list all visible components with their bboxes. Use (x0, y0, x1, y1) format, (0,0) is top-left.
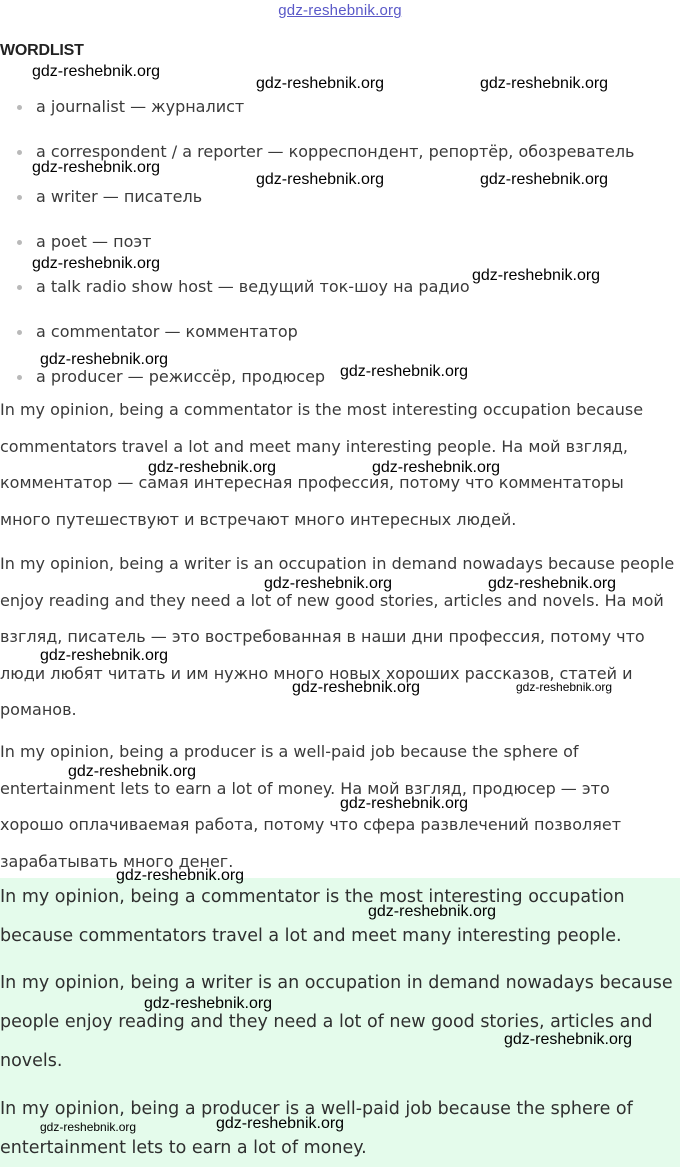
watermark: gdz-reshebnik.org (68, 763, 197, 780)
list-item: a writer — писатель (0, 174, 680, 219)
list-item: a producer — режиссёр, продюсер (0, 354, 680, 399)
watermark: gdz-reshebnik.org (340, 795, 469, 812)
watermark: gdz-reshebnik.org (264, 575, 393, 592)
list-item: a poet — поэт (0, 219, 680, 264)
watermark: gdz-reshebnik.org (40, 647, 169, 664)
wordlist-heading: WORDLIST (0, 42, 84, 59)
highlighted-paragraph-commentator: In my opinion, being a commentator is the most interesting occupation because commentators travel a lot and meet many interesting people. (0, 887, 625, 946)
watermark: gdz-reshebnik.org (480, 171, 609, 188)
watermark: gdz-reshebnik.org (472, 267, 601, 284)
watermark: gdz-reshebnik.org (256, 75, 385, 92)
watermark: gdz-reshebnik.org (32, 63, 161, 80)
watermark: gdz-reshebnik.org (148, 459, 277, 476)
watermark: gdz-reshebnik.org (40, 351, 169, 368)
watermark: gdz-reshebnik.org (32, 255, 161, 272)
list-item: a journalist — журналист (0, 84, 680, 129)
watermark: gdz-reshebnik.org (32, 159, 161, 176)
watermark: gdz-reshebnik.org (516, 680, 613, 694)
highlighted-paragraph-producer: In my opinion, being a producer is a well-paid job because the sphere of entertainment lets to earn a lot of money. (0, 1099, 633, 1158)
site-link[interactable]: gdz-reshebnik.org (278, 2, 402, 19)
watermark: gdz-reshebnik.org (144, 995, 273, 1012)
paragraph-producer: In my opinion, being a producer is a well-paid job because the sphere of entertainment lets to earn a lot of money. На мой взгляд, продюсер — это хорошо оплачиваемая работа, потому что сфера развлечений позволяет зарабатывать много денег. (0, 742, 622, 871)
watermark: gdz-reshebnik.org (480, 75, 609, 92)
watermark: gdz-reshebnik.org (40, 1120, 137, 1134)
watermark: gdz-reshebnik.org (292, 679, 421, 696)
watermark: gdz-reshebnik.org (368, 903, 497, 920)
wordlist (0, 84, 680, 399)
watermark: gdz-reshebnik.org (256, 171, 385, 188)
watermark: gdz-reshebnik.org (116, 867, 245, 884)
watermark: gdz-reshebnik.org (372, 459, 501, 476)
watermark: gdz-reshebnik.org (488, 575, 617, 592)
watermark: gdz-reshebnik.org (340, 363, 469, 380)
list-item: a commentator — комментатор (0, 309, 680, 354)
paragraph-writer: In my opinion, being a writer is an occupation in demand nowadays because people enjoy reading and they need a lot of new good stories, articles and novels. На мой взгляд, писатель — это востребованная в наши дни профессия, потому что люди любят читать и им нужно много новых хороших рассказов, статей и романов. (0, 554, 675, 719)
watermark: gdz-reshebnik.org (216, 1115, 345, 1132)
highlighted-paragraph-writer: In my opinion, being a writer is an occupation in demand nowadays because people enjoy reading and they need a lot of new good stories, articles and novels. (0, 973, 673, 1071)
watermark: gdz-reshebnik.org (504, 1031, 633, 1048)
list-item: a correspondent / a reporter — корреспондент, репортёр, обозреватель (0, 129, 680, 174)
list-item: a talk radio show host — ведущий ток-шоу на радио (0, 264, 680, 309)
paragraph-commentator: In my opinion, being a commentator is the most interesting occupation because commentators travel a lot and meet many interesting people. На мой взгляд, комментатор — самая интересная профессия, потому что комментаторы много путешествуют и встречают много интересных людей. (0, 400, 644, 529)
